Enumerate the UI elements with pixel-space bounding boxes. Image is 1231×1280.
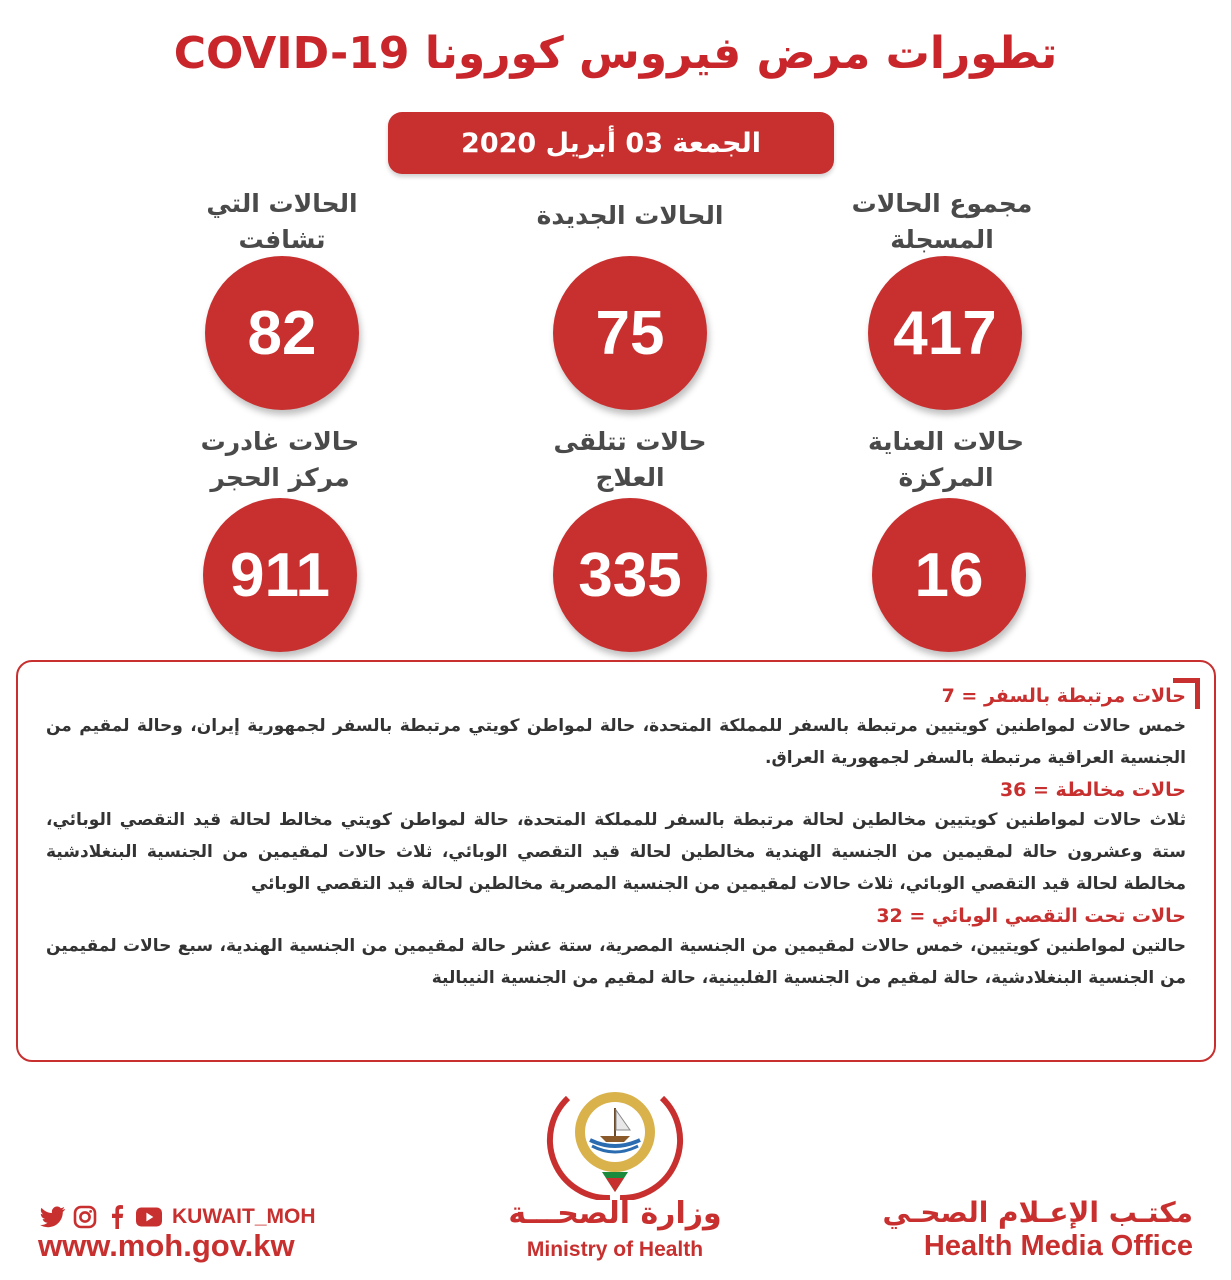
stat-value-under-treatment: 335 — [578, 540, 682, 610]
instagram-icon[interactable] — [72, 1205, 98, 1229]
website-link[interactable]: www.moh.gov.kw — [38, 1228, 295, 1263]
ministry-emblem-icon — [540, 1080, 690, 1200]
stat-value-icu: 16 — [914, 540, 984, 610]
case-details-box — [16, 660, 1216, 1062]
stat-value-left-quarantine: 911 — [229, 540, 331, 610]
stat-label-icu: حالات العناية المركزة — [867, 427, 1025, 492]
stat-circle-left-quarantine — [203, 498, 357, 652]
stat-circle-total-cases — [868, 256, 1022, 410]
facebook-icon[interactable] — [104, 1205, 130, 1229]
stat-label-new-cases: الحالات الجديدة — [536, 201, 724, 230]
investigation-cases-heading: حالات تحت التقصي الوبائي = 32 — [876, 905, 1186, 927]
stat-circle-recovered — [205, 256, 359, 410]
twitter-icon[interactable] — [40, 1205, 66, 1229]
date-text: الجمعة 03 أبريل 2020 — [461, 127, 761, 159]
stat-value-recovered: 82 — [247, 298, 317, 368]
youtube-icon[interactable] — [136, 1205, 162, 1229]
travel-cases-text: خمس حالات لمواطنين كويتيين مرتبطة بالسفر للمملكة المتحدة، حالة لمواطن كويتي مرتبطة بالسفر لجمهورية إيران، وحالة لمقيم من الجنسية العراقية مرتبطة بالسفر لجمهورية العراق. — [46, 716, 1186, 768]
stat-label-total-cases: مجموع الحالات المسجلة — [851, 189, 1033, 254]
date-banner — [388, 112, 834, 174]
stat-label-left-quarantine: حالات غادرت مركز الحجر — [200, 427, 360, 492]
travel-cases-heading: حالات مرتبطة بالسفر = 7 — [941, 685, 1186, 707]
contact-cases-heading: حالات مخالطة = 36 — [999, 779, 1186, 801]
stat-value-total-cases: 417 — [893, 298, 997, 368]
stat-value-new-cases: 75 — [595, 298, 665, 368]
stat-label-under-treatment: حالات تتلقى العلاج — [553, 427, 707, 492]
corner-bracket — [1173, 678, 1200, 709]
contact-cases-text: ثلاث حالات لمواطنين كويتيين مخالطين لحالة مرتبطة بالسفر للمملكة المتحدة، حالة لمواطن كويتي مخالط لحالة قيد التقصي الوبائي، ستة وعشرون حالة لمقيمين من الجنسية الهندية مخالطين لحالة قيد التقصي الوبائي، ثلاث حالات لمقيمين من الجنسية البنغلادشية مخالطة لحالة قيد التقصي الوبائي، ثلاث حالات لمقيمين من الجنسية المصرية مخالطين لحالة قيد التقصي الوبائي — [46, 810, 1186, 894]
page-title: تطورات مرض فيروس كورونا COVID-19 — [173, 28, 1058, 79]
office-name-english: Health Media Office — [923, 1230, 1193, 1262]
stat-circle-under-treatment — [553, 498, 707, 652]
stat-label-recovered: الحالات التي تشافت — [206, 189, 358, 254]
social-handle[interactable]: KUWAIT_MOH — [172, 1205, 316, 1228]
ministry-name-arabic: وزارة الصحـــة — [508, 1196, 722, 1231]
social-links — [40, 1204, 316, 1230]
investigation-cases-text: حالتين لمواطنين كويتيين، خمس حالات لمقيمين من الجنسية المصرية، ستة عشر حالة لمقيمين من الجنسية الهندية، سبع حالات لمقيمين من الجنسية البنغلادشية، حالة لمقيم من الجنسية الفلبينية، حالة لمقيم من الجنسية النيبالية — [46, 936, 1186, 988]
office-name-arabic: مكتـب الإعـلام الصحـي — [882, 1196, 1193, 1229]
stat-circle-new-cases — [553, 256, 707, 410]
stat-circle-icu — [872, 498, 1026, 652]
ministry-name-english: Ministry of Health — [526, 1238, 704, 1261]
